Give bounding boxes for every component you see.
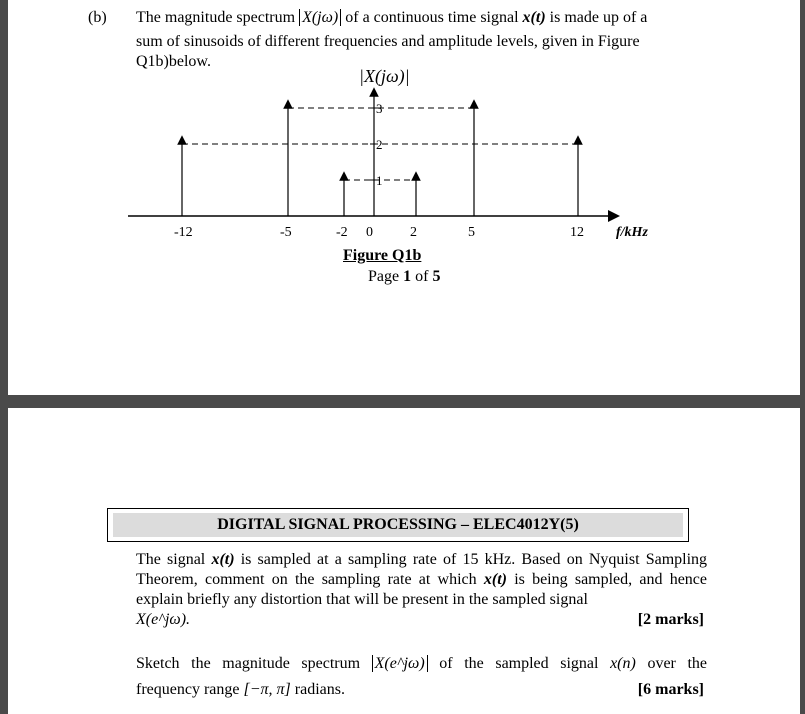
- question-2-marks: [2 marks]: [637, 611, 704, 628]
- magnitude-symbol: X(jω): [299, 9, 341, 26]
- spectrum-chart: [8, 0, 800, 260]
- question-3-marks: [6 marks]: [637, 681, 704, 698]
- x-axis-label: f/kHz: [616, 225, 648, 240]
- x-tick-12: 12: [570, 225, 584, 240]
- question-line-2: sum of sinusoids of different frequencies and amplitude levels, given in Figure: [136, 33, 640, 50]
- question-line-3: Q1b)below.: [136, 53, 211, 70]
- x-tick-2: 2: [410, 225, 417, 240]
- x-tick-5: 5: [468, 225, 475, 240]
- x-tick--5: -5: [280, 225, 292, 240]
- question-line-1: The magnitude spectrum X(jω) of a continuous time signal x(t) is made up of a: [136, 9, 648, 26]
- chart-title: |X(jω)|: [359, 66, 410, 86]
- exam-header-title: DIGITAL SIGNAL PROCESSING – ELEC4012Y(5): [113, 513, 683, 537]
- question-3-line-1: Sketch the magnitude spectrum X(e^jω) of the sampled signal x(n) over the: [136, 655, 708, 672]
- x-tick--2: -2: [336, 225, 348, 240]
- y-tick-1: 1: [376, 173, 383, 188]
- signal-symbol: x(t): [522, 9, 546, 26]
- page-number: Page 1 of 5: [368, 268, 441, 285]
- question-3-line-2: frequency range [−π, π] radians.: [136, 681, 345, 698]
- question-label: (b): [88, 9, 107, 26]
- question-2-symbol: X(e^jω).: [136, 611, 191, 628]
- question-2-text: The signal x(t) is sampled at a sampling rate of 15 kHz. Based on Nyquist Sampling Theorem, comment on the sampling rate at which x(t) is being sampled, and hence explain briefly any distortion that will be present in the sampled signal: [136, 551, 708, 608]
- figure-caption: Figure Q1b: [343, 247, 422, 264]
- y-tick-3: 3: [376, 101, 383, 116]
- x-tick-0: 0: [366, 225, 373, 240]
- page-2: [8, 408, 800, 714]
- x-tick--12: -12: [174, 225, 193, 240]
- y-tick-2: 2: [376, 137, 383, 152]
- exam-header: [107, 508, 689, 542]
- page-1: [8, 0, 800, 395]
